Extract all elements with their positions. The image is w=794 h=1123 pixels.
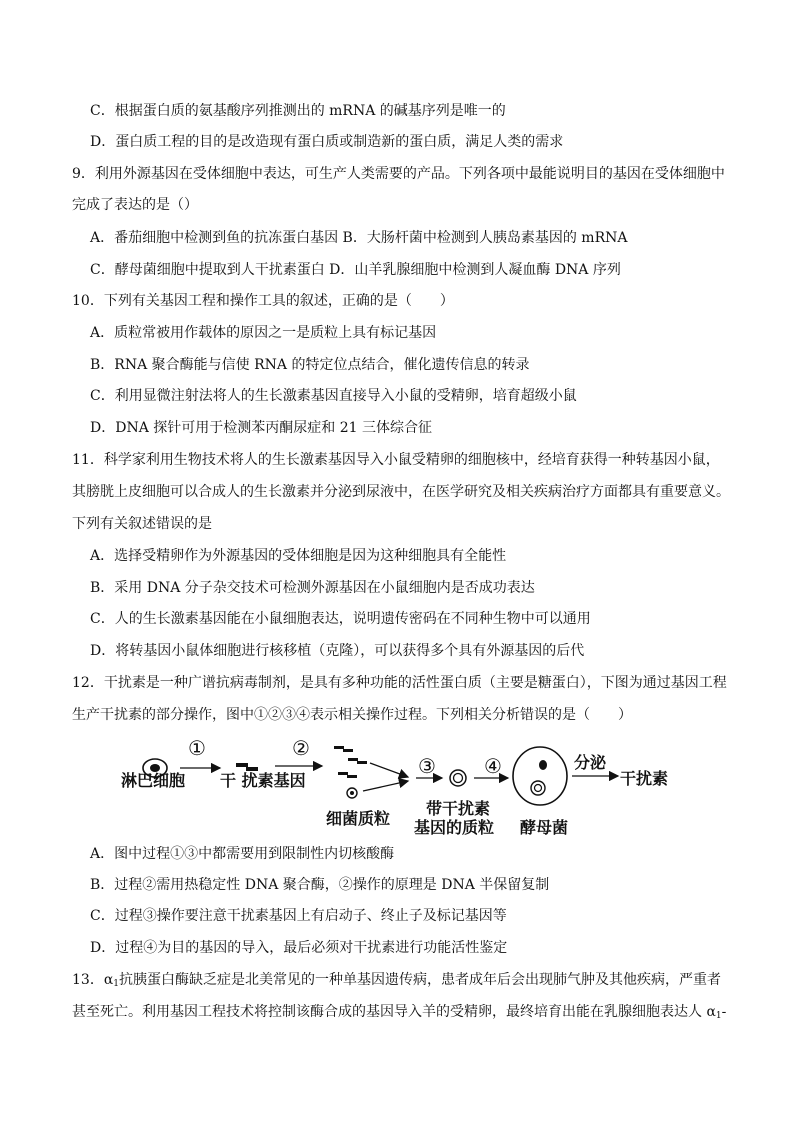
q11-stem-line3: 下列有关叙述错误的是 xyxy=(72,516,212,532)
step1-label: ① xyxy=(188,736,206,760)
recombinant-plasmid-icon xyxy=(450,770,466,786)
q10-option-c: C．利用显微注射法将人的生长激素基因直接导入小鼠的受精卵，培育超级小鼠 xyxy=(90,388,577,404)
gene-label: 干 扰素基因 xyxy=(220,771,306,790)
alpha-subscript: 1 xyxy=(113,979,120,989)
interferon-label: 干扰素 xyxy=(620,769,669,788)
q9-options-cd: C．酵母菌细胞中提取到人干扰素蛋白 D．山羊乳腺细胞中检测到人凝血酶 DNA 序列 xyxy=(90,262,621,278)
amplified-genes-icon xyxy=(334,746,367,778)
q12-option-d: D．过程④为目的基因的导入，最后必须对干扰素进行功能活性鉴定 xyxy=(90,940,508,956)
q11-option-b: B．采用 DNA 分子杂交技术可检测外源基因在小鼠细胞内是否成功表达 xyxy=(90,580,535,596)
q12-stem-line1: 12．干扰素是一种广谱抗病毒制剂，是具有多种功能的活性蛋白质（主要是糖蛋白），下图为通过基因工程 xyxy=(72,675,727,691)
q13-stem-rest: 抗胰蛋白酶缺乏症是北美常见的一种单基因遗传病，患者成年后会出现肺气肿及其他疾病，严重者 xyxy=(119,972,722,988)
q9-stem-line1: 9．利用外源基因在受体细胞中表达，可生产人类需要的产品。下列各项中最能说明目的基因在受体细胞中 xyxy=(72,166,725,182)
q13-stem-prefix: 13．α xyxy=(72,972,114,988)
recombinant-label-line1: 带干扰素 xyxy=(426,799,491,818)
q8-option-d: D．蛋白质工程的目的是改造现有蛋白质或制造新的蛋白质，满足人类的需求 xyxy=(90,134,564,150)
q10-option-d: D．DNA 探针可用于检测苯丙酮尿症和 21 三体综合征 xyxy=(90,420,432,436)
q13-stem-line1 xyxy=(72,971,721,993)
step4-label: ④ xyxy=(484,754,502,778)
q9-options-ab: A．番茄细胞中检测到鱼的抗冻蛋白基因 B．大肠杆菌中检测到人胰岛素基因的 mRNA xyxy=(90,230,628,246)
q11-stem-line2: 其膀胱上皮细胞可以合成人的生长激素并分泌到尿液中，在医学研究及相关疾病治疗方面都具有重要意义。 xyxy=(72,484,730,500)
q13-stem-line2 xyxy=(72,1003,726,1025)
q10-option-b: B．RNA 聚合酶能与信使 RNA 的特定位点结合，催化遗传信息的转录 xyxy=(90,357,530,373)
interferon-process-diagram xyxy=(121,736,690,837)
step2-label: ② xyxy=(292,736,310,760)
q10-stem: 10．下列有关基因工程和操作工具的叙述，正确的是（ ） xyxy=(72,293,454,309)
recombinant-label-line2: 基因的质粒 xyxy=(414,818,495,837)
lymphocyte-label: 淋巴细胞 xyxy=(121,771,186,790)
q8-option-c: C．根据蛋白质的氨基酸序列推测出的 mRNA 的碱基序列是唯一的 xyxy=(90,103,506,119)
q13-stem-line2-end: - xyxy=(721,1004,727,1020)
q11-stem-line1: 11．科学家利用生物技术将人的生长激素基因导入小鼠受精卵的细胞核中，经培育获得一种转基因小鼠， xyxy=(72,452,720,468)
q12-option-c: C．过程③操作要注意干扰素基因上有启动子、终止子及标记基因等 xyxy=(90,908,507,924)
q9-stem-line2: 完成了表达的是（） xyxy=(72,197,198,213)
q12-stem-line2: 生产干扰素的部分操作，图中①②③④表示相关操作过程。下列相关分析错误的是（ ） xyxy=(72,707,632,723)
q11-option-d: D．将转基因小鼠体细胞进行核移植（克隆），可以获得多个具有外源基因的后代 xyxy=(90,643,585,659)
q12-option-a: A．图中过程①③中都需要用到限制性内切核酸酶 xyxy=(90,846,395,862)
step3-label: ③ xyxy=(418,754,436,778)
q12-option-b: B．过程②需用热稳定性 DNA 聚合酶，②操作的原理是 DNA 半保留复制 xyxy=(90,877,550,893)
arrow-plasmid-in xyxy=(363,781,408,791)
q11-option-c: C．人的生长激素基因能在小鼠细胞表达，说明遗传密码在不同种生物中可以通用 xyxy=(90,611,591,627)
q10-option-a: A．质粒常被用作载体的原因之一是质粒上具有标记基因 xyxy=(90,325,437,341)
bacterial-plasmid-icon xyxy=(347,788,357,798)
secretion-label: 分泌 xyxy=(574,753,607,772)
alpha-subscript-2: 1 xyxy=(715,1011,722,1021)
yeast-cell-icon xyxy=(513,747,567,805)
plasmid-label: 细菌质粒 xyxy=(326,809,391,828)
q13-stem-line2-text: 甚至死亡。利用基因工程技术将控制该酶合成的基因导入羊的受精卵，最终培育出能在乳腺细胞表达人 α xyxy=(72,1004,716,1020)
arrow-gene-in xyxy=(370,763,408,777)
q11-option-a: A．选择受精卵作为外源基因的受体细胞是因为这种细胞具有全能性 xyxy=(90,548,507,564)
yeast-label: 酵母菌 xyxy=(520,818,569,837)
